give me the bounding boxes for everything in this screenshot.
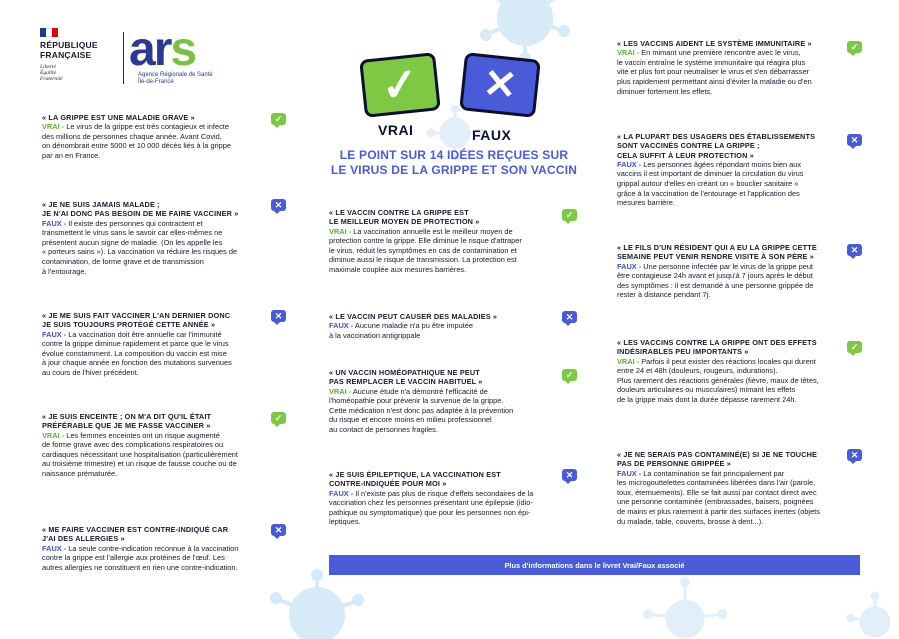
faux-badge-icon: ✕ [562, 311, 577, 323]
republique-francaise-logo [40, 28, 120, 83]
myth-item [617, 132, 847, 208]
explanation-line: En mimant une première rencontre avec le virus, [641, 48, 801, 58]
myth-item [617, 338, 862, 405]
explanation-line: par an en France. [42, 151, 101, 161]
verdict-label: FAUX - [42, 543, 67, 553]
explanation-line: protection contre la grippe. Elle diminue le risque d'attraper [329, 236, 522, 246]
verdict-label: VRAI - [42, 122, 65, 132]
check-icon: ✓ [379, 58, 421, 112]
myth-statement: SEMAINE PEUT VENIR RENDRE VISITE À SON PÈRE » [617, 252, 814, 262]
explanation-line: Il n'existe pas plus de risque d'effets secondaires de la [355, 488, 534, 498]
verdict-label: FAUX - [617, 261, 642, 271]
explanation-line: évolue constamment. La composition du vaccin est mise [42, 348, 227, 358]
ars-logo-s: s [170, 23, 196, 76]
vrai-badge-icon: ✓ [562, 209, 577, 221]
cross-icon: ✕ [481, 61, 519, 109]
rf-motto-fraternite: Fraternité [40, 76, 63, 83]
rf-line1: RÉPUBLIQUE [40, 40, 98, 50]
explanation-line: vaccination chez les personnes présentant une épilepsie (idio- [329, 498, 533, 508]
explanation-line: Plus rarement des réactions générales (fièvre, maux de têtes, [617, 375, 819, 385]
explanation-line: Les femmes enceintes ont un risque augmenté [66, 430, 220, 440]
explanation-line: des millions de personnes chaque année. Avant Covid, [42, 131, 222, 141]
explanation-line: contre la grippe diminue rapidement et parce que le virus [42, 339, 229, 349]
myth-statement: « JE SUIS ÉPILEPTIQUE, LA VACCINATION EST [329, 470, 501, 479]
explanation-line: au contact de personnes fragiles. [329, 424, 438, 434]
explanation-line: naissance prématurée. [42, 468, 118, 478]
rf-motto-liberte: Liberté [40, 64, 56, 70]
explanation-line: Cette médication n'est donc pas adaptée à la prévention [329, 405, 514, 415]
ars-subtitle-line2: Île-de-France [138, 79, 174, 85]
vrai-badge-icon: ✓ [271, 113, 286, 125]
virus-illustration [262, 565, 372, 639]
myth-statement: « JE SUIS ENCEINTE ; ON M'A DIT QU'IL ÉTAIT [42, 412, 212, 421]
myth-item [329, 470, 577, 527]
myth-item [329, 208, 571, 275]
verdict-label: FAUX - [42, 329, 67, 339]
page-title [320, 148, 588, 178]
virus-illustration [845, 590, 899, 639]
myth-statement: PAS DE PERSONNE GRIPPÉE » [617, 459, 731, 469]
faux-badge-icon: ✕ [271, 524, 286, 536]
verdict-label: VRAI - [329, 386, 352, 396]
explanation-line: La vaccination annuelle est le meilleur moyen de [353, 226, 513, 236]
explanation-line: des symptômes : il est demandé à une personne grippée de [617, 280, 814, 290]
myth-item [42, 113, 277, 161]
explanation-line: le vaccin entraîne le système immunitaire qui réagira plus [617, 57, 806, 67]
explanation-line: vaccins il est important de diminuer la circulation du virus [617, 169, 804, 179]
explanation-line: à la vaccination antigrippale [329, 330, 421, 340]
vrai-badge-icon: ✓ [847, 341, 862, 353]
explanation-line: Aucune maladie n'a pu être imputée [354, 321, 473, 331]
explanation-line: leptiques. [329, 517, 361, 527]
myth-item [617, 243, 847, 300]
myth-statement: « JE NE SUIS JAMAIS MALADE ; [42, 200, 160, 209]
explanation-line: les microgouttelettes contaminées libérées dans l'air (parole, [617, 478, 816, 488]
french-flag-icon [40, 28, 58, 37]
explanation-line: le virus, réduit les symptômes en cas de contamination et [329, 245, 517, 255]
myth-item [42, 311, 277, 378]
vrai-badge-icon: ✓ [562, 369, 577, 381]
faux-badge-icon: ✕ [847, 134, 862, 146]
myth-item [617, 450, 862, 526]
myth-item [617, 39, 862, 96]
myth-statement: « LE VACCIN CONTRE LA GRIPPE EST [329, 208, 469, 217]
explanation-line: Parfois il peut exister des réactions locales qui durent [641, 356, 816, 366]
ars-subtitle-line1: Agence Régionale de Santé [138, 72, 213, 78]
myth-statement: « ME FAIRE VACCINER EST CONTRE-INDIQUÉ CAR [42, 525, 229, 534]
explanation-line: cardiaques nécessitant une hospitalisation (particulièrement [42, 449, 238, 459]
explanation-line: du malade, table, couverts, brosse à dent...). [617, 516, 764, 526]
verdict-label: FAUX - [329, 321, 354, 331]
explanation-line: La contamination se fait principalement par [643, 468, 785, 478]
faux-badge-icon: ✕ [847, 244, 862, 256]
explanation-line: être contagieuse 24h avant et jusqu'à 7 jours après le début [617, 271, 813, 281]
faux-badge-icon: ✕ [271, 199, 286, 211]
page-title-line2: LE VIRUS DE LA GRIPPE ET SON VACCIN [330, 163, 578, 177]
myth-statement: SONT VACCINÉS CONTRE LA GRIPPE ; [617, 141, 760, 151]
ars-logo-ar: ar [129, 23, 171, 76]
myth-item [42, 412, 277, 479]
myth-statement: LE MEILLEUR MOYEN DE PROTECTION » [329, 217, 480, 227]
rf-motto-egalite: Égalité [40, 70, 56, 77]
explanation-line: pathique ou symptomatique) que pour les personnes non épi- [329, 507, 531, 517]
virus-illustration [640, 574, 730, 639]
faux-badge-icon: ✕ [847, 449, 862, 461]
ars-logo [129, 22, 195, 77]
myth-statement: CONTRE-INDIQUÉE POUR MOI » [329, 479, 447, 489]
verdict-label: FAUX - [329, 488, 354, 498]
verdict-label: VRAI - [617, 356, 640, 366]
logo-divider [123, 32, 124, 84]
explanation-line: contre la grippe est l'allergie aux protéines de l'œuf. Les [42, 553, 225, 563]
myth-statement: « JE NE SERAIS PAS CONTAMINÉ(E) SI JE NE TOUCHE [617, 450, 818, 459]
myth-statement: J'AI DES ALLERGIES » [42, 534, 125, 544]
myth-statement: « UN VACCIN HOMÉOPATHIQUE NE PEUT [329, 368, 480, 377]
explanation-line: diminue aussi le risque de transmission. La protection est [329, 255, 517, 265]
page-title-line1: LE POINT SUR 14 IDÉES REÇUES SUR [339, 148, 569, 162]
explanation-line: Une personne infectée par le virus de la grippe peut [643, 261, 813, 271]
myth-statement: PRÉFÉRABLE QUE JE ME FASSE VACCINER » [42, 421, 211, 431]
explanation-line: grâce à la vaccination de l'entourage et l'application des [617, 188, 800, 198]
myth-statement: « LES VACCINS AIDENT LE SYSTÈME IMMUNITAIRE » [617, 39, 812, 48]
verdict-label: VRAI - [329, 226, 352, 236]
explanation-line: entre 24 et 48h (douleurs, rougeurs, indurations). [617, 366, 778, 376]
explanation-line: vite et plus fort pour neutraliser le virus et s'en débarrasser [617, 67, 810, 77]
explanation-line: transmettent le virus sans le savoir car elles-mêmes ne [42, 228, 223, 238]
rf-line2: FRANÇAISE [40, 49, 92, 60]
myth-statement: « LE FILS D'UN RÉSIDENT QUI A EU LA GRIPPE CETTE [617, 243, 817, 252]
explanation-line: du risque et encore moins en milieu professionnel [329, 415, 492, 425]
explanation-line: à l'entourage. [42, 266, 87, 276]
explanation-line: au cours de l'hiver précédent. [42, 367, 139, 377]
explanation-line: Il existe des personnes qui contractent et [68, 218, 203, 228]
verdict-label: FAUX - [617, 159, 642, 169]
explanation-line: une personne contaminée (embrassades, baisers, poignées [617, 497, 814, 507]
explanation-line: mesures barrière. [617, 198, 675, 208]
explanation-line: on dénombrait entre 5000 et 10 000 décès liés à la grippe [42, 141, 232, 151]
explanation-line: de forme grave avec des complications respiratoires ou [42, 440, 224, 450]
explanation-line: l'homéopathie pour prévenir la survenue de la grippe. [329, 396, 504, 406]
faux-badge-icon: ✕ [271, 310, 286, 322]
explanation-line: contamination, de forme grave et de transmission [42, 256, 204, 266]
verdict-label: FAUX - [42, 218, 67, 228]
myth-statement: CELA SUFFIT À LEUR PROTECTION » [617, 150, 754, 160]
myth-statement: JE SUIS TOUJOURS PROTÉGÉ CETTE ANNÉE » [42, 320, 216, 330]
explanation-line: La seule contre-indication reconnue à la vaccination [68, 543, 239, 553]
explanation-line: rester à distance pendant 7j. [617, 290, 711, 300]
myth-statement: « JE ME SUIS FAIT VACCINER L'AN DERNIER DONC [42, 311, 231, 320]
explanation-line: au troisième trimestre) et un risque de fausse couche ou de [42, 459, 237, 469]
myth-statement: « LA GRIPPE EST UNE MALADIE GRAVE » [42, 113, 195, 122]
myth-statement: « LES VACCINS CONTRE LA GRIPPE ONT DES EFFETS [617, 338, 817, 347]
explanation-line: toux, éternuements). Elle se fait aussi par contact direct avec [617, 487, 817, 497]
vrai-check-bubble [359, 52, 441, 118]
explanation-line: à jour chaque année en fonction des mutations survenues [42, 358, 232, 368]
explanation-line: Aucune étude n'a démontré l'efficacité de [352, 386, 488, 396]
explanation-line: présentent aucun signe de maladie. (On les appelle les [42, 237, 223, 247]
explanation-line: La vaccination doit être annuelle car l'immunité [68, 329, 222, 339]
more-info-banner: Plus d'informations dans le livret Vrai/Faux associé [329, 555, 860, 575]
myth-item [329, 312, 559, 340]
faux-badge-icon: ✕ [562, 469, 577, 481]
verdict-label: VRAI - [42, 430, 65, 440]
myth-statement: « LE VACCIN PEUT CAUSER DES MALADIES » [329, 312, 498, 321]
title-faux: FAUX [472, 127, 512, 143]
myth-item [329, 368, 571, 435]
myth-item [42, 525, 287, 572]
explanation-line: autres allergies ne constituent en rien une contre-indication. [42, 562, 238, 572]
explanation-line: de mains et plus rarement à partir des surfaces inertes (objets [617, 506, 820, 516]
explanation-line: plus rapidement permettant ainsi d'éviter la maladie ou d'en [617, 77, 812, 87]
faux-cross-bubble [459, 52, 541, 118]
explanation-line: de la grippe mais dont la durée dépasse rarement 24h. [617, 394, 797, 404]
explanation-line: diminuer fortement les effets. [617, 86, 713, 96]
myth-item [42, 200, 277, 276]
myth-statement: JE N'AI DONC PAS BESOIN DE ME FAIRE VACCINER » [42, 209, 239, 219]
verdict-label: VRAI - [617, 48, 640, 58]
explanation-line: grippal autour d'elles en créant un « bouclier sanitaire » [617, 179, 799, 189]
explanation-line: Les personnes âgées répondant moins bien aux [643, 159, 802, 169]
myth-statement: INDÉSIRABLES PEU IMPORTANTS » [617, 347, 749, 357]
explanation-line: Le virus de la grippe est très contagieux et infecte [66, 122, 229, 132]
explanation-line: maximale couplée aux mesures barrières. [329, 264, 467, 274]
ars-subtitle [138, 72, 213, 86]
vrai-badge-icon: ✓ [847, 41, 862, 53]
title-vrai: VRAI [378, 122, 414, 138]
myth-statement: « LA PLUPART DES USAGERS DES ÉTABLISSEMENTS [617, 132, 816, 141]
vrai-badge-icon: ✓ [271, 412, 286, 424]
explanation-line: douleurs articulaires ou musculaires) mimant les effets [617, 385, 796, 395]
explanation-line: « porteurs sains »). La vaccination va réduire les risques de [42, 247, 238, 257]
myth-statement: PAS REMPLACER LE VACCIN HABITUEL » [329, 377, 483, 387]
verdict-label: FAUX - [617, 468, 642, 478]
